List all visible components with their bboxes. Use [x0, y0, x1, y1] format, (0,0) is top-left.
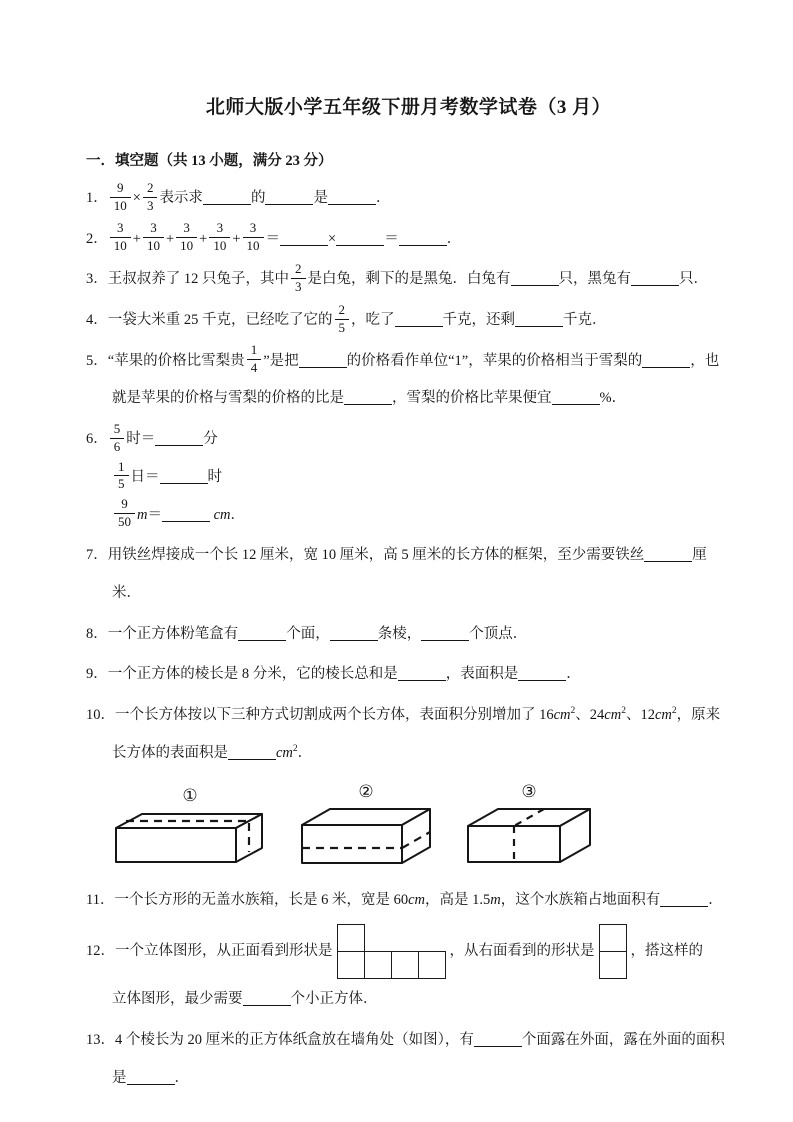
- answer-blank: [398, 667, 446, 681]
- text-run: 5．“苹果的价格比雪梨贵: [86, 352, 245, 369]
- unit-symbol: cm: [654, 706, 672, 723]
- grid-cell: [391, 951, 419, 979]
- circled-number-label: ①: [182, 786, 198, 806]
- fraction-denominator: 10: [146, 238, 160, 254]
- text-run: 表示求: [159, 190, 203, 206]
- answer-blank: [155, 432, 203, 446]
- text-run: ．: [230, 506, 246, 523]
- text-run: 的价格看作单位“1”，苹果的价格相当于雪梨的: [346, 352, 643, 369]
- answer-blank: [631, 272, 679, 286]
- grid-cell: [599, 951, 627, 979]
- question-item: [86, 421, 731, 534]
- text-run: 11．一个长方形的无盖水族箱，长是 6 米，宽是 60: [86, 891, 409, 908]
- text-run: 只，黑兔有: [558, 271, 631, 288]
- answer-blank: [238, 627, 286, 641]
- text-run: 1．: [86, 190, 108, 206]
- answer-blank: [399, 232, 447, 246]
- fraction: [114, 497, 135, 530]
- fraction-denominator: 6: [113, 438, 121, 454]
- text-run: 分: [203, 431, 218, 448]
- question-item: [86, 656, 731, 694]
- unit-symbol: cm: [604, 706, 622, 723]
- answer-blank: [511, 272, 559, 286]
- fraction-numerator: 3: [110, 221, 131, 238]
- text-run: 个面露在外面，露在外面的面积是: [112, 1032, 725, 1086]
- answer-blank: [552, 391, 600, 405]
- fraction-denominator: 10: [246, 238, 260, 254]
- fraction: [176, 221, 197, 254]
- text-run: ．: [375, 190, 391, 206]
- text-run: ．: [174, 1069, 189, 1086]
- question-item: [86, 180, 731, 218]
- fraction-numerator: 1: [247, 343, 262, 360]
- section-heading: 一．填空题（共 13 小题，满分 23 分）: [86, 153, 333, 169]
- text-run: +: [232, 230, 241, 247]
- exponent: 2: [292, 743, 298, 754]
- grid-cell: [418, 951, 446, 979]
- exponent: 2: [570, 706, 576, 717]
- answer-blank: [515, 313, 563, 327]
- text-run: ．: [708, 891, 723, 908]
- question-item: [86, 697, 731, 772]
- fraction-numerator: 3: [143, 221, 164, 238]
- text-run: 6．: [86, 431, 108, 448]
- fraction-numerator: 2: [291, 262, 306, 279]
- answer-blank: [228, 746, 276, 760]
- text-run: ×: [328, 230, 337, 247]
- fraction: [110, 422, 125, 455]
- text-run: %．: [599, 390, 627, 407]
- text-run: ＝: [265, 230, 280, 247]
- unit-symbol: cm: [408, 891, 426, 908]
- fraction: [335, 303, 350, 336]
- answer-blank: [330, 627, 378, 641]
- text-run: ，高是 1.5: [425, 891, 491, 908]
- fraction-denominator: 3: [295, 279, 302, 295]
- text-run: 是白兔，剩下的是黑兔．白兔有: [307, 271, 511, 288]
- text-run: 3．王叔叔养了 12 只兔子，其中: [86, 271, 289, 288]
- text-run: ＝: [147, 506, 162, 523]
- text-run: 12．一个立体图形，从正面看到形状是: [86, 943, 333, 960]
- answer-blank: [421, 627, 469, 641]
- question-item: [86, 882, 731, 920]
- text-run: ，雪梨的价格比苹果便宜: [392, 390, 552, 407]
- answer-blank: [328, 191, 376, 205]
- text-run: 千克．: [563, 312, 607, 329]
- answer-blank: [127, 1071, 175, 1085]
- grid-cell: [337, 924, 365, 952]
- text-run: 千克，还剩: [442, 312, 515, 329]
- text-run: ．: [446, 230, 462, 247]
- text-run: 4．一袋大米重 25 千克，已经吃了它的: [86, 312, 333, 329]
- unit-symbol: cm: [276, 744, 293, 761]
- text-run: 时＝: [126, 431, 156, 448]
- answer-blank: [160, 470, 208, 484]
- text-run: 、12: [625, 706, 655, 723]
- text-run: 个面，: [286, 625, 330, 642]
- answer-blank: [280, 232, 328, 246]
- question-item: [86, 1022, 731, 1097]
- fraction-numerator: 9: [110, 181, 131, 198]
- fraction-denominator: 5: [338, 319, 345, 335]
- fraction-denominator: 4: [250, 360, 258, 376]
- unit-symbol: m: [137, 506, 148, 523]
- text-run: +: [165, 230, 175, 247]
- text-run: 只．: [679, 271, 708, 288]
- unit-symbol: cm: [213, 506, 231, 523]
- question-item: [86, 261, 731, 299]
- exponent: 2: [621, 706, 626, 717]
- text-run: 个小正方体．: [290, 991, 378, 1008]
- answer-blank: [642, 354, 690, 368]
- front-view-figure: [337, 924, 446, 979]
- side-view-figure: [599, 924, 627, 979]
- text-run: 个顶点．: [469, 625, 528, 642]
- answer-blank: [644, 548, 692, 562]
- cut-boxes-figure: [114, 782, 731, 867]
- fraction-numerator: 3: [176, 221, 197, 238]
- text-run: ，搭这样的: [630, 943, 703, 960]
- fraction-denominator: 10: [213, 238, 227, 254]
- text-run: 的: [250, 190, 266, 206]
- fraction-numerator: 3: [243, 221, 264, 238]
- cut-box-3: [466, 782, 592, 867]
- text-run: ，原来长方体的表面积是: [112, 706, 721, 761]
- grid-cell: [599, 924, 627, 952]
- box-sketch-crosswise-cut: [466, 804, 592, 868]
- text-run: ，吃了: [351, 312, 395, 329]
- answer-blank: [203, 191, 251, 205]
- answer-blank: [265, 191, 313, 205]
- answer-blank: [243, 992, 291, 1006]
- grid-cell: [337, 951, 365, 979]
- fraction-numerator: 2: [143, 181, 158, 198]
- text-run: ，从右面看到的形状是: [449, 943, 595, 960]
- answer-blank: [660, 893, 708, 907]
- fraction-denominator: 10: [113, 197, 127, 213]
- text-run: ×: [132, 190, 141, 206]
- paper-title: 北师大版小学五年级下册月考数学试卷（3 月）: [205, 97, 612, 118]
- fraction-denominator: 10: [180, 238, 194, 254]
- fraction-denominator: 3: [146, 197, 154, 213]
- text-run: 立体图形，最少需要: [112, 991, 243, 1008]
- text-run: ．: [566, 666, 581, 683]
- text-run: 厘米．: [112, 547, 707, 601]
- text-run: 13．4 个棱长为 20 厘米的正方体纸盒放在墙角处（如图），有: [86, 1032, 474, 1049]
- text-run: +: [199, 230, 208, 247]
- text-run: 条棱，: [377, 625, 422, 642]
- text-run: ＝: [384, 230, 399, 247]
- unit-symbol: cm: [553, 706, 571, 723]
- exponent: 2: [671, 706, 677, 717]
- question-item: [86, 922, 731, 1019]
- fraction: [209, 221, 230, 254]
- text-run: ，这个水族箱占地面积有: [500, 891, 661, 908]
- text-run: 9．一个正方体的棱长是 8 分米，它的棱长总和是: [86, 666, 398, 683]
- cut-box-2: [300, 782, 432, 867]
- text-run: 时: [207, 468, 222, 485]
- fraction-denominator: 50: [118, 514, 131, 530]
- text-run: 10．一个长方体按以下三种方式切割成两个长方体，表面积分别增加了 16: [86, 706, 554, 723]
- fraction-denominator: 5: [118, 476, 125, 492]
- answer-blank: [518, 667, 566, 681]
- grid-cell: [364, 951, 392, 979]
- text-run: ”是把: [263, 352, 299, 369]
- fraction: [291, 262, 306, 295]
- fraction-numerator: 3: [209, 221, 230, 238]
- text-run: 、24: [575, 706, 605, 723]
- cut-box-1: [114, 786, 266, 867]
- text-run: ，表面积是: [445, 666, 519, 683]
- questions: [86, 180, 731, 1097]
- circled-number-label: ③: [521, 782, 537, 802]
- question-item: [86, 616, 731, 654]
- fraction: [243, 221, 264, 254]
- question-item: [86, 537, 731, 612]
- fraction: [110, 221, 131, 254]
- answer-blank: [474, 1033, 522, 1047]
- answer-blank: [336, 232, 384, 246]
- fraction-numerator: 2: [335, 303, 350, 320]
- box-sketch-horizontal-cut: [300, 804, 432, 868]
- text-run: 2．: [86, 230, 108, 247]
- unit-symbol: m: [490, 891, 501, 908]
- text-run: 8．一个正方体粉笔盒有: [86, 625, 239, 642]
- fraction: [110, 181, 131, 214]
- fraction: [247, 343, 262, 376]
- text-run: +: [132, 230, 141, 247]
- answer-blank: [344, 391, 392, 405]
- text-run: ．: [297, 744, 313, 761]
- fraction-numerator: 1: [114, 460, 129, 477]
- answer-blank: [162, 508, 210, 522]
- fraction-numerator: 5: [110, 422, 125, 439]
- question-item: [86, 302, 731, 340]
- answer-blank: [395, 313, 443, 327]
- fraction: [143, 221, 164, 254]
- fraction-denominator: 10: [113, 238, 127, 254]
- text-run: 7．用铁丝焊接成一个长 12 厘米，宽 10 厘米，高 5 厘米的长方体的框架，至少需要铁丝: [86, 547, 645, 564]
- fraction-numerator: 9: [114, 497, 135, 514]
- circled-number-label: ②: [358, 782, 374, 802]
- fraction: [143, 181, 158, 214]
- answer-blank: [299, 354, 347, 368]
- question-item: [86, 343, 731, 418]
- text-run: 是: [313, 190, 328, 206]
- box-sketch-lengthwise-cut: [114, 808, 266, 868]
- text-run: 日＝: [130, 468, 160, 485]
- question-item: [86, 221, 731, 259]
- fraction: [114, 460, 129, 493]
- text-run: ，也就是苹果的价格与雪梨的价格的比是: [112, 352, 720, 407]
